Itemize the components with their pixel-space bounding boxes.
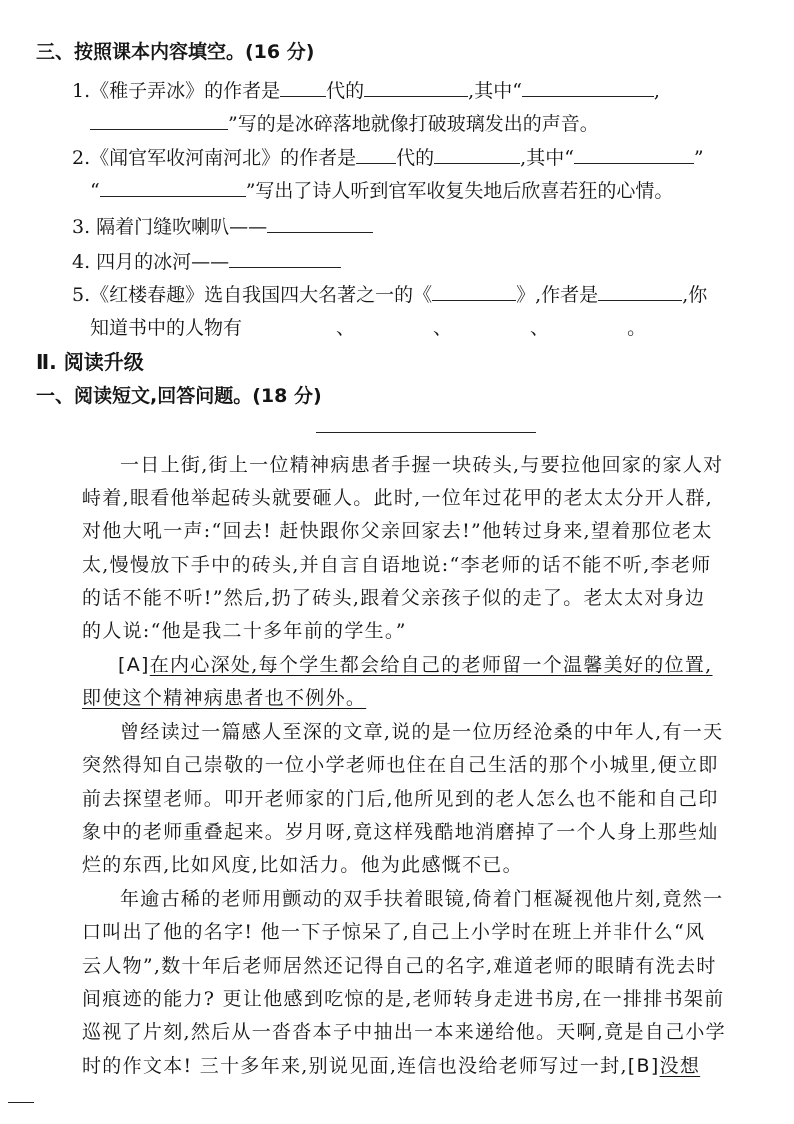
q2-blank-poet[interactable] — [434, 145, 520, 164]
section-3-heading: 三、按照课本内容填空。(16 分) — [36, 41, 315, 63]
passage-line-4: 太,慢慢放下手中的砖头,并自言自语地说:“李老师的话不能不听,李老师 — [82, 554, 712, 576]
q5-blank-novel[interactable] — [432, 282, 516, 301]
q5-sep-3: 、 — [530, 317, 550, 339]
q1-text-d: , — [653, 80, 660, 102]
q1-blank-dynasty[interactable] — [280, 78, 326, 97]
q1-text-c: ,其中“ — [468, 80, 522, 102]
marker-b: [B] — [627, 1055, 660, 1077]
passage-line-2: 峙着,眼看他举起砖头就要砸人。此时,一位年过花甲的老太太分开人群, — [82, 487, 714, 509]
q2-text-f: ”写出了诗人听到官军收复失地后欣喜若狂的心情。 — [245, 180, 674, 202]
passage-line-13: 烂的东西,比如风度,比如活力。他为此感慨不已。 — [82, 854, 523, 876]
passage-line-19-text: 时的作文本! 三十多年来,别说见面,连信也没给老师写过一封, — [82, 1055, 628, 1077]
passage-line-10: 突然得知自己崇敬的一位小学老师也住在自己生活的那个小城里,便立即 — [82, 754, 719, 776]
q1-text-b: 代的 — [326, 80, 365, 102]
q5-sep-2: 、 — [433, 317, 453, 339]
q1-blank-verse-2[interactable] — [90, 111, 228, 130]
q2-text-b: 代的 — [396, 147, 435, 169]
q5-text-a: 5.《红楼春趣》选自我国四大名著之一的《 — [72, 284, 433, 306]
passage-line-12: 象中的老师重叠起来。岁月呀,竟这样残酷地消磨掉了一个人身上那些灿 — [82, 821, 719, 843]
question-2-line-1 — [72, 145, 704, 170]
question-4 — [72, 249, 341, 274]
passage-line-1: 一日上街,街上一位精神病患者手握一块砖头,与要拉他回家的家人对 — [120, 454, 724, 476]
passage-title-blank[interactable] — [316, 432, 536, 433]
q4-text: 4. 四月的冰河—— — [72, 251, 230, 273]
q2-blank-verse-2[interactable] — [100, 178, 246, 197]
q5-text-b: 》,作者是 — [516, 284, 599, 306]
q2-text-d: ” — [693, 147, 704, 169]
q5-end: 。 — [627, 317, 647, 339]
passage-line-17: 间痕迹的能力? 更让他感到吃惊的是,老师转身走进书房,在一排排书架前 — [82, 988, 725, 1010]
q5-sep-1: 、 — [336, 317, 356, 339]
passage-line-9: 曾经读过一篇感人至深的文章,说的是一位历经沧桑的中年人,有一天 — [120, 721, 724, 743]
q1-blank-poet[interactable] — [364, 78, 468, 97]
passage-line-14: 年逾古稀的老师用颤动的双手扶着眼镜,倚着门框凝视他片刻,竟然一 — [120, 888, 724, 910]
passage-line-6: 的人说:“他是我二十多年前的学生。” — [82, 620, 407, 642]
q5-blank-author[interactable] — [598, 282, 682, 301]
passage-line-8: 即使这个精神病患者也不例外。 — [82, 687, 367, 709]
passage-line-15: 口叫出了他的名字! 他一下子惊呆了,自己上小学时在班上并非什么“风 — [82, 921, 706, 943]
question-1-line-2 — [90, 111, 599, 136]
passage-line-11: 前去探望老师。叩开老师家的门后,他所见到的老人怎么也不能和自己印 — [82, 788, 719, 810]
part-2-heading: Ⅱ. 阅读升级 — [36, 350, 144, 374]
footer-mark — [8, 1102, 34, 1103]
question-3 — [72, 214, 373, 239]
underlined-sentence-b: 没想 — [659, 1055, 701, 1077]
question-5-line-2 — [90, 316, 646, 340]
q3-blank[interactable] — [267, 214, 373, 233]
passage-line-19 — [82, 1054, 700, 1078]
passage-line-3: 对他大吼一声:“回去! 赶快跟你父亲回家去!”他转过身来,望着那位老太 — [82, 520, 713, 542]
question-2-line-2 — [90, 178, 673, 203]
reading-section-heading: 一、阅读短文,回答问题。(18 分) — [36, 385, 322, 407]
q1-text-e: ”写的是冰碎落地就像打破玻璃发出的声音。 — [228, 113, 599, 135]
q2-blank-verse-1[interactable] — [574, 145, 694, 164]
passage-line-16: 云人物”,数十年后老师居然还记得自己的名字,难道老师的眼睛有洗去时 — [82, 955, 717, 977]
q2-text-c: ,其中“ — [520, 147, 574, 169]
marker-a: [A] — [118, 654, 150, 676]
q1-blank-verse-1[interactable] — [522, 78, 654, 97]
question-5-line-1 — [72, 282, 707, 307]
q5-text-d: 知道书中的人物有 — [90, 317, 243, 339]
q2-text-e: “ — [90, 180, 100, 202]
question-1-line-1 — [72, 78, 660, 103]
q1-text-a: 1.《稚子弄冰》的作者是 — [72, 80, 281, 102]
q4-blank[interactable] — [229, 249, 341, 268]
q5-text-c: ,你 — [682, 284, 708, 306]
underlined-sentence-a: 在内心深处,每个学生都会给自己的老师留一个温馨美好的位置, — [149, 654, 713, 676]
q2-blank-dynasty[interactable] — [356, 145, 396, 164]
passage-line-7 — [118, 653, 713, 677]
q3-text: 3. 隔着门缝吹喇叭—— — [72, 216, 268, 238]
q2-text-a: 2.《闻官军收河南河北》的作者是 — [72, 147, 357, 169]
passage-line-18: 巡视了片刻,然后从一沓沓本子中抽出一本来递给他。天啊,竟是自己小学 — [82, 1021, 726, 1043]
passage-line-5: 的话不能不听!”然后,扔了砖头,跟着父亲孩子似的走了。老太太对身边 — [82, 587, 706, 609]
